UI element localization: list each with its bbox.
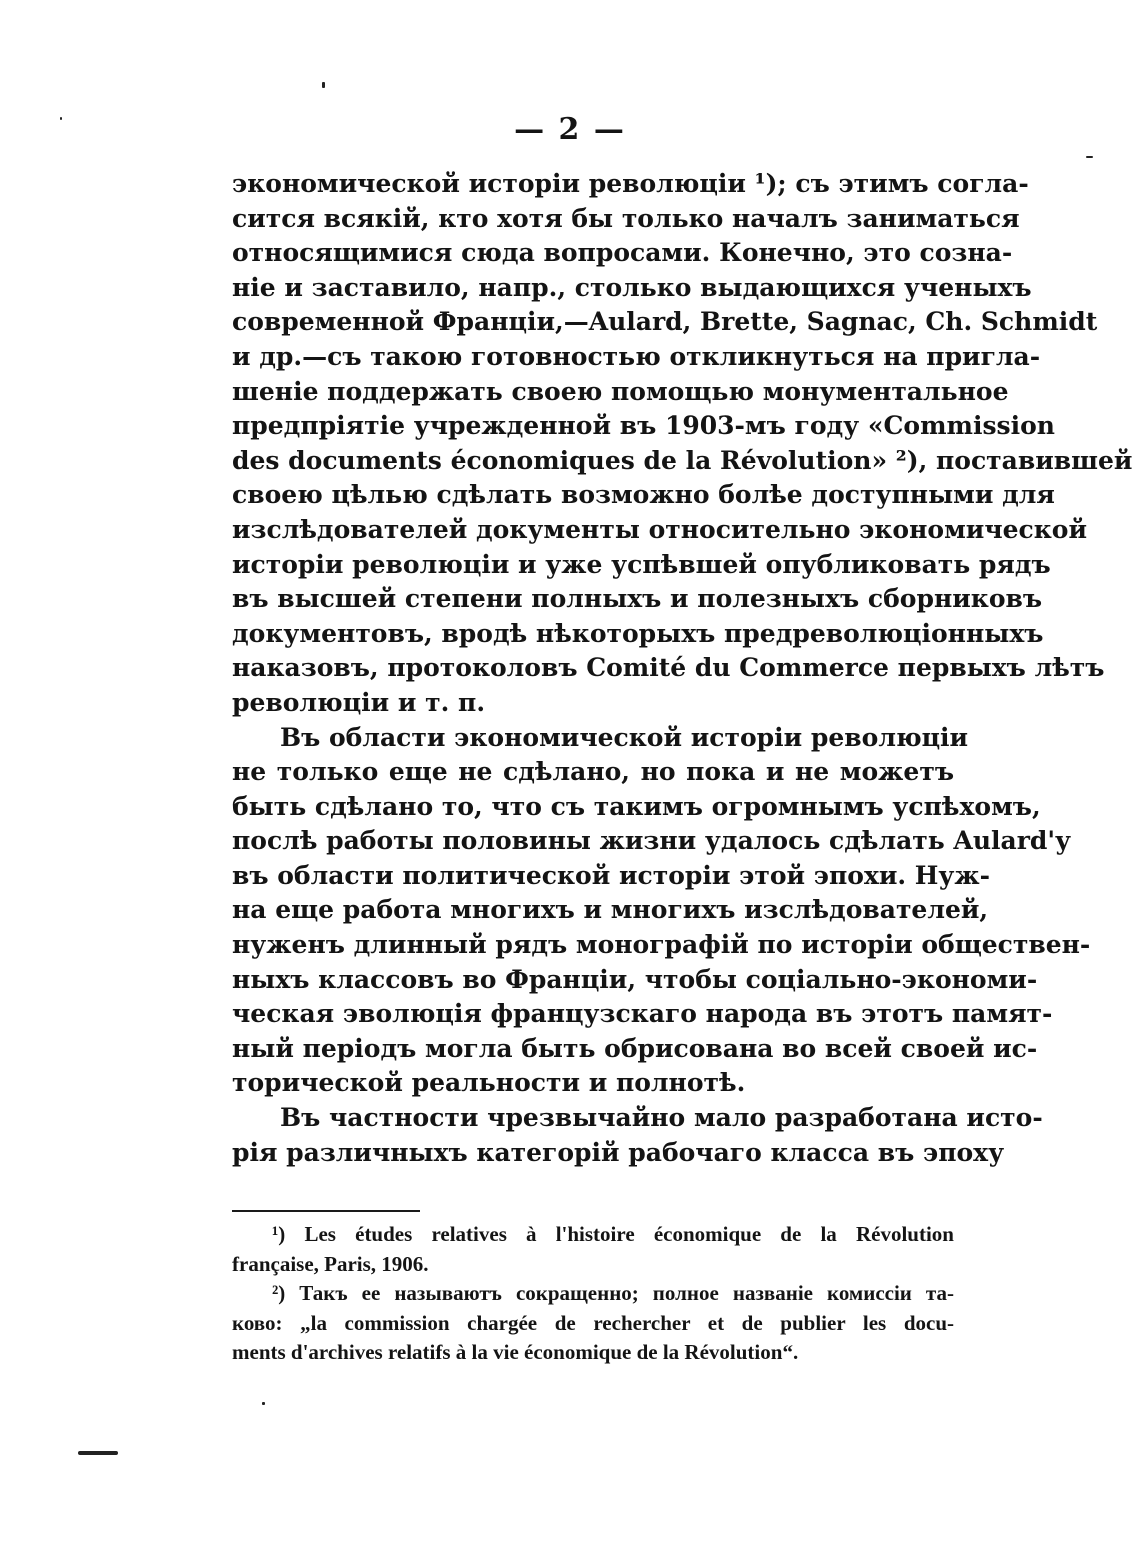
text-line: торической реальности и полнотѣ. — [232, 1068, 746, 1098]
footnote-line: ments d'archives relatifs à la vie économique de la Révolution“. — [232, 1340, 799, 1364]
text-line: предпріятіе учрежденной въ 1903-мъ году «Commission — [232, 411, 1055, 441]
text-line: въ высшей степени полныхъ и полезныхъ сборниковъ — [232, 584, 1043, 614]
text-line: des documents économiques de la Révolution» ²), поставившей — [232, 445, 1133, 475]
text-line: документовъ, вродѣ нѣкоторыхъ предреволюціонныхъ — [232, 618, 1044, 648]
footnote-line: française, Paris, 1906. — [232, 1251, 429, 1276]
footnotes — [232, 1220, 954, 1368]
text-line: сится всякій, кто хотя бы только началъ заниматься — [232, 203, 1020, 233]
text-line: рія различныхъ категорій рабочаго класса въ эпоху — [232, 1137, 1005, 1167]
text-line: ческая эволюція французскаго народа въ этотъ памят- — [232, 999, 1053, 1029]
text-line: экономической исторіи революціи ¹); съ этимъ согла- — [232, 169, 1029, 198]
text-line: ніе и заставило, напр., столько выдающихся ученыхъ — [232, 272, 1032, 302]
main-text — [232, 167, 1133, 1170]
text-line: своею цѣлью сдѣлать возможно болѣе доступными для — [232, 480, 1055, 510]
scan-speck — [322, 82, 325, 88]
text-line: Въ частности чрезвычайно мало разработана исто- — [280, 1103, 1043, 1133]
text-line: на еще работа многихъ и многихъ изслѣдователей, — [232, 895, 989, 925]
scan-speck — [60, 117, 62, 120]
scan-speck — [262, 1402, 265, 1405]
footnote-line: ¹) Les études relatives à l'histoire économique de la Révolution — [272, 1222, 954, 1246]
text-line: и др.—съ такою готовностью откликнуться на пригла- — [232, 341, 1041, 371]
text-line: въ области политической исторіи этой эпохи. Нуж- — [232, 860, 991, 890]
text-line: нуженъ длинный рядъ монографій по исторіи обществен- — [232, 930, 1091, 960]
text-line: наказовъ, протоколовъ Comité du Commerce первыхъ лѣтъ — [232, 653, 1105, 683]
text-line: современной Франціи,—Aulard, Brette, Sagnac, Ch. Schmidt — [232, 307, 1098, 337]
scan-speck — [78, 1451, 118, 1455]
footnote-divider — [232, 1210, 420, 1212]
text-line: революціи и т. п. — [232, 687, 486, 717]
footnote-line: ²) Такъ ее называютъ сокращенно; полное названіе комиссіи та- — [272, 1281, 954, 1305]
text-line: относящимися сюда вопросами. Конечно, это созна- — [232, 238, 1013, 268]
text-line: изслѣдователей документы относительно экономической — [232, 514, 1088, 544]
footnote-line: ково: „la commission chargée de rechercher et de publier les docu- — [232, 1310, 954, 1335]
text-line: быть сдѣлано то, что съ такимъ огромнымъ успѣхомъ, — [232, 791, 1041, 821]
text-line: исторіи революціи и уже успѣвшей опубликовать рядъ — [232, 549, 1051, 579]
text-line: ный періодъ могла быть обрисована во всей своей ис- — [232, 1033, 1038, 1063]
text-line: послѣ работы половины жизни удалось сдѣлать Aulard'у — [232, 826, 1072, 856]
scan-speck — [1086, 156, 1093, 158]
text-line: ныхъ классовъ во Франціи, чтобы соціально-экономи- — [232, 964, 1038, 994]
text-line: шеніе поддержать своею помощью монументальное — [232, 376, 1009, 406]
page-number: — 2 — — [514, 112, 626, 147]
text-line: не только еще не сдѣлано, но пока и не можетъ — [232, 757, 954, 787]
text-line: Въ области экономической исторіи революціи — [280, 722, 969, 752]
